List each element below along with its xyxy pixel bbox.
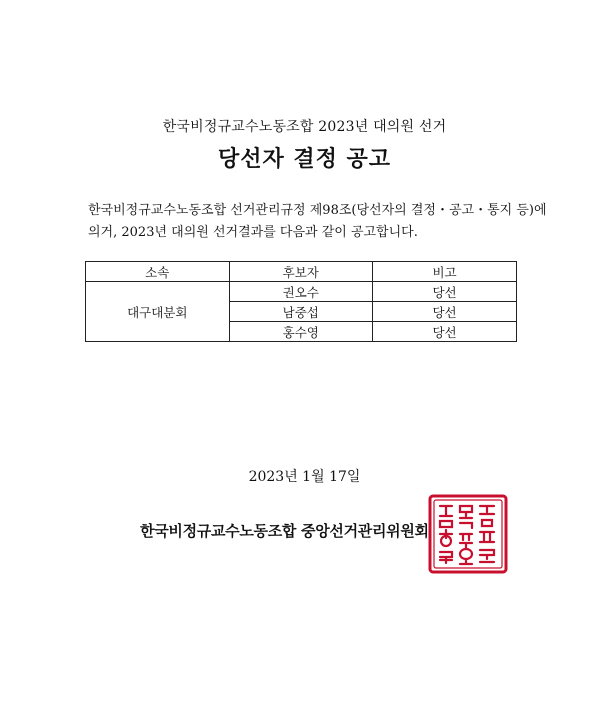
remark-cell: 당선 — [373, 282, 517, 302]
header-remark: 비고 — [373, 262, 517, 282]
table-header-row — [86, 262, 517, 282]
candidate-cell: 홍수영 — [229, 322, 373, 342]
candidate-cell: 남중섭 — [229, 302, 373, 322]
page-title: 당선자 결정 공고 — [217, 147, 392, 172]
remark-cell: 당선 — [373, 322, 517, 342]
remark-cell: 당선 — [373, 302, 517, 322]
issuing-organization: 한국비정규교수노동조합 중앙선거관리위원회 — [140, 522, 429, 540]
header-candidate: 후보자 — [229, 262, 373, 282]
candidate-cell: 권오수 — [229, 282, 373, 302]
official-seal-icon — [428, 494, 508, 574]
notice-body-line-1: 한국비정규교수노동조합 선거관리규정 제98조(당선자의 결정・공고・통지 등)에 — [88, 203, 547, 218]
notice-subtitle: 한국비정규교수노동조합 2023년 대의원 선거 — [162, 119, 447, 135]
table-row — [86, 282, 517, 302]
affiliation-cell: 대구대분회 — [86, 282, 230, 342]
notice-body — [88, 200, 547, 244]
notice-date: 2023년 1월 17일 — [248, 469, 361, 485]
notice-body-line-2: 의거, 2023년 대의원 선거결과를 다음과 같이 공고합니다. — [88, 225, 418, 240]
election-result-table — [85, 261, 517, 342]
header-affiliation: 소속 — [86, 262, 230, 282]
